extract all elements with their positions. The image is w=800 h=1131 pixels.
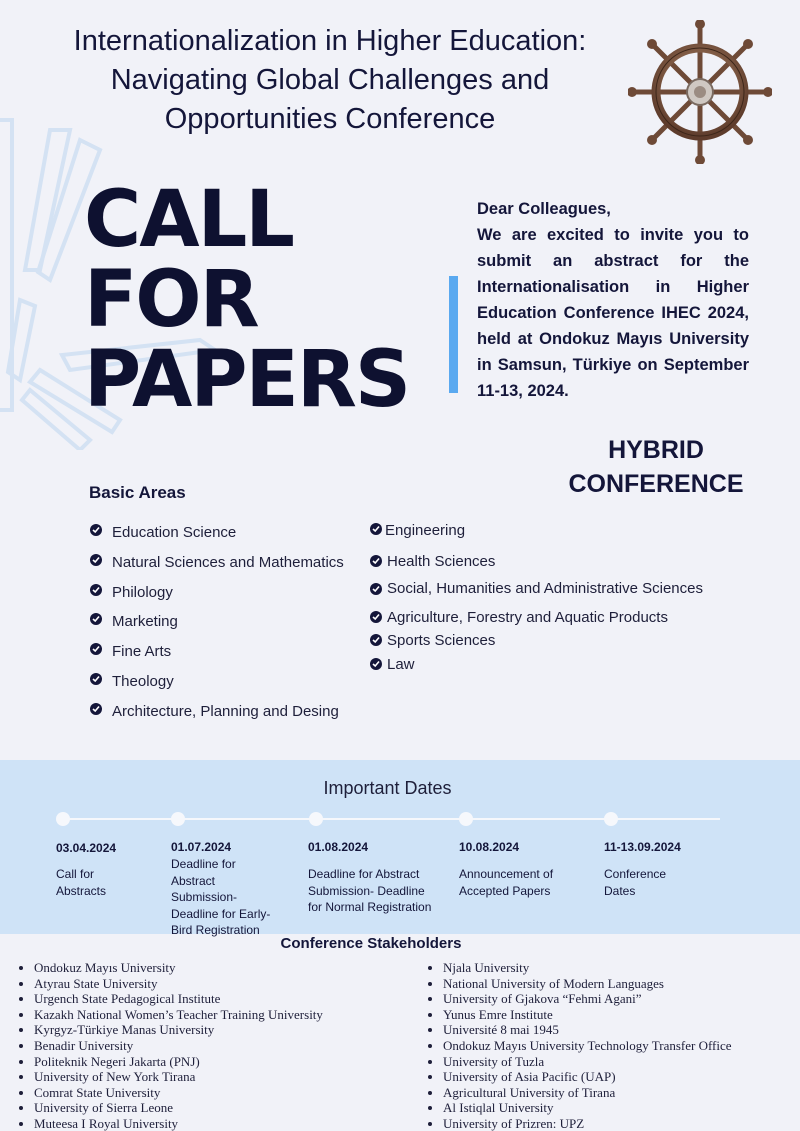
stakeholder-item: • University of Gjakova “Fehmi Agani” (443, 991, 732, 1007)
timeline-desc-line: Dates (604, 883, 636, 898)
timeline-dot (309, 812, 323, 826)
area-item: Theology (112, 673, 174, 690)
check-circle-icon (90, 524, 102, 536)
timeline-desc-line: Deadline for (171, 857, 236, 871)
timeline-dot (459, 812, 473, 826)
timeline-desc-line: Conference (604, 867, 667, 881)
conference-title (40, 22, 620, 139)
hybrid-line: HYBRID (608, 436, 704, 464)
stakeholder-item: • Agricultural University of Tirana (443, 1085, 732, 1101)
title-line: Opportunities Conference (164, 103, 496, 135)
stakeholder-item: • Ondokuz Mayıs University (34, 960, 323, 976)
stakeholder-item: • Njala University (443, 960, 732, 976)
timeline-desc-line: Abstracts (56, 883, 107, 898)
check-circle-icon (370, 611, 382, 623)
check-circle-icon (370, 555, 382, 567)
area-item: Law (387, 656, 415, 673)
timeline-dot (56, 812, 70, 826)
timeline-desc-line: for Normal Registration (308, 900, 432, 914)
stakeholder-item: • Yunus Emre Institute (443, 1007, 732, 1023)
area-item: Fine Arts (112, 643, 172, 660)
stakeholder-item: • Politeknik Negeri Jakarta (PNJ) (34, 1054, 323, 1070)
check-circle-icon (90, 643, 102, 655)
stakeholder-item: • University of Prizren: UPZ (443, 1116, 732, 1131)
stakeholder-item: • Ondokuz Mayıs University Technology Transfer Office (443, 1038, 732, 1054)
stakeholder-item: • Comrat State University (34, 1085, 323, 1101)
stakeholder-item: • Al Istiqlal University (443, 1100, 732, 1116)
timeline-dot (604, 812, 618, 826)
title-line: Internationalization in Higher Education: (73, 25, 587, 57)
area-item: Sports Sciences (387, 632, 496, 649)
cfp-line: PAPERS (84, 335, 410, 425)
stakeholder-item: • Kyrgyz-Türkiye Manas University (34, 1022, 323, 1038)
stakeholder-item: • Kazakh National Women’s Teacher Training University (34, 1007, 323, 1023)
check-circle-icon (370, 523, 382, 535)
check-circle-icon (90, 554, 102, 566)
area-item: Philology (112, 584, 173, 601)
cfp-line: CALL (84, 175, 294, 265)
check-circle-icon (90, 613, 102, 625)
check-circle-icon (90, 703, 102, 715)
timeline-date: 01.07.2024 (171, 840, 232, 854)
ship-wheel-icon (628, 20, 772, 164)
timeline-description (604, 866, 666, 899)
stakeholder-item: • University of New York Tirana (34, 1069, 323, 1085)
timeline-desc-line: Announcement of (459, 867, 554, 881)
area-item: Health Sciences (387, 553, 496, 570)
timeline-date: 11-13.09.2024 (604, 840, 681, 854)
timeline-date: 10.08.2024 (459, 840, 520, 854)
stakeholder-item: • Atyrau State University (34, 976, 323, 992)
stakeholder-item: • Urgench State Pedagogical Institute (34, 991, 323, 1007)
area-item: Marketing (112, 613, 178, 630)
check-circle-icon (90, 584, 102, 596)
timeline-desc-line: Call for (56, 867, 95, 881)
stakeholders-heading: Conference Stakeholders (280, 935, 462, 952)
timeline-desc-line: Bird Registration (171, 923, 260, 937)
area-item: Education Science (112, 524, 237, 541)
timeline-description (56, 866, 106, 899)
timeline-description (171, 856, 270, 939)
call-for-papers-heading (84, 175, 410, 425)
timeline-date: 01.08.2024 (308, 840, 369, 854)
timeline-desc-line: Submission- Deadline (308, 883, 425, 898)
stakeholder-item: • University of Asia Pacific (UAP) (443, 1069, 732, 1085)
timeline-date: 03.04.2024 (56, 841, 117, 855)
area-item: Natural Sciences and Mathematics (112, 554, 344, 571)
timeline-desc-line: Deadline for Abstract (308, 867, 420, 881)
timeline-description (459, 866, 553, 899)
intro-greeting: Dear Colleagues, (477, 200, 611, 218)
timeline-desc-line: Accepted Papers (459, 883, 551, 898)
area-item: Social, Humanities and Administrative Sciences (387, 580, 703, 597)
timeline-desc-line: Abstract (171, 873, 216, 888)
important-dates-heading: Important Dates (323, 778, 452, 798)
intro-body: We are excited to invite you to submit an abstract for the Internationalisation in Higher Education Conference IHEC 2024, held at Ondokuz Mayıs University in Samsun, Türkiye on September 11-13, 2024. (477, 226, 749, 400)
intro-paragraph (477, 196, 749, 404)
title-line: Navigating Global Challenges and (110, 64, 550, 96)
cfp-line: FOR (84, 255, 258, 345)
stakeholders-list-left (18, 960, 323, 1131)
timeline-line (64, 818, 720, 820)
stakeholder-item: • Benadir University (34, 1038, 323, 1054)
hybrid-conference-label (556, 433, 756, 501)
hybrid-line: CONFERENCE (568, 470, 744, 498)
area-item: Engineering (385, 522, 466, 539)
area-item: Architecture, Planning and Desing (112, 703, 339, 720)
check-circle-icon (90, 673, 102, 685)
timeline-desc-line: Deadline for Early- (171, 906, 271, 921)
stakeholder-item: • Université 8 mai 1945 (443, 1022, 732, 1038)
check-circle-icon (370, 583, 382, 595)
stakeholder-item: • University of Sierra Leone (34, 1100, 323, 1116)
accent-bar (449, 276, 458, 393)
stakeholder-item: • Muteesa I Royal University (34, 1116, 323, 1131)
timeline-description (308, 866, 431, 916)
basic-areas-heading: Basic Areas (89, 483, 186, 502)
timeline-dot (171, 812, 185, 826)
area-item: Agriculture, Forestry and Aquatic Products (387, 609, 668, 626)
stakeholders-list-right (427, 960, 732, 1131)
timeline-desc-line: Submission- (171, 890, 238, 904)
check-circle-icon (370, 634, 382, 646)
stakeholder-item: • University of Tuzla (443, 1054, 732, 1070)
stakeholder-item: • National University of Modern Languages (443, 976, 732, 992)
check-circle-icon (370, 658, 382, 670)
